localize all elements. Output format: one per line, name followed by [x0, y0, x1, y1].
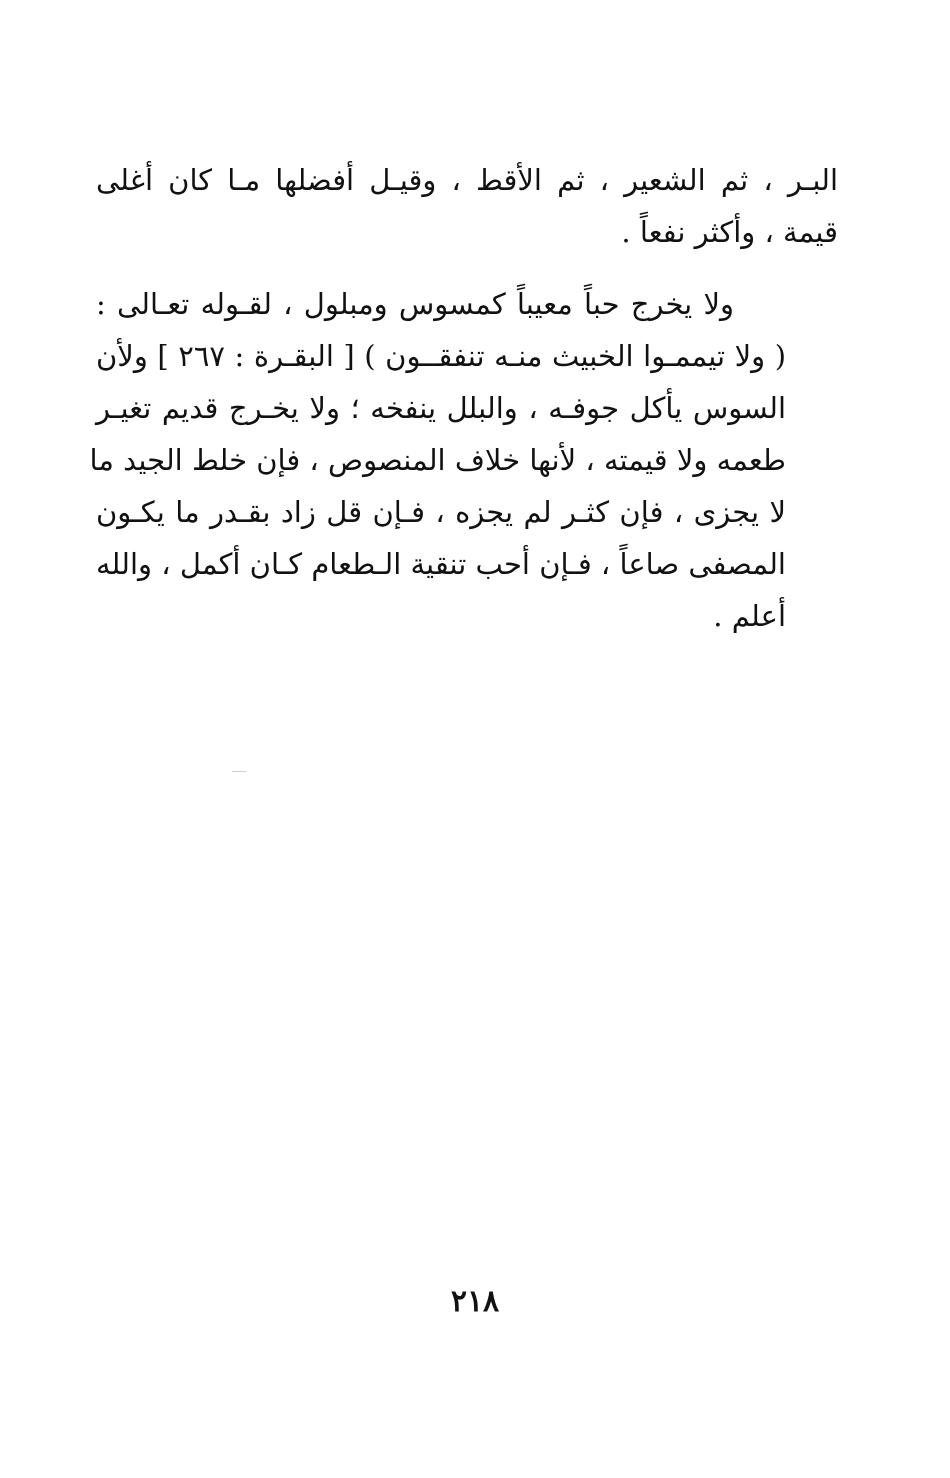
text-line: البـر ، ثم الشعير ، ثم الأقط ، وقيـل أفضلها مـا كان أغلى — [96, 163, 838, 197]
text-line: لا يجزى ، فإن كثـر لم يجزه ، فـإن قل زاد بقـدر ما يكـون — [96, 495, 786, 529]
page-number: ٢١٨ — [450, 1284, 500, 1319]
text-line: طعمه ولا قيمته ، لأنها خلاف المنصوص ، فإن خلط الجيد ما — [89, 443, 786, 477]
text-line: السوس يأكل جوفـه ، والبلل ينفخه ؛ ولا يخـرج قديم تغيـر — [96, 391, 786, 425]
text-line: أعلم . — [713, 599, 786, 633]
text-line: ولا يخرج حباً معيباً كمسوس ومبلول ، لقـوله تعـالى : — [96, 287, 734, 321]
scan-speck — [232, 771, 246, 772]
paragraph-1 — [96, 154, 838, 258]
paragraph-2 — [89, 278, 838, 642]
text-line: ( ولا تيممـوا الخبيث منـه تنفقــون ) [ البقـرة : ٢٦٧ ] ولأن — [96, 339, 787, 373]
text-line: المصفى صاعاً ، فـإن أحب تنقية الـطعام كـان أكمل ، والله — [96, 547, 786, 581]
text-line: قيمة ، وأكثر نفعاً . — [621, 215, 838, 249]
